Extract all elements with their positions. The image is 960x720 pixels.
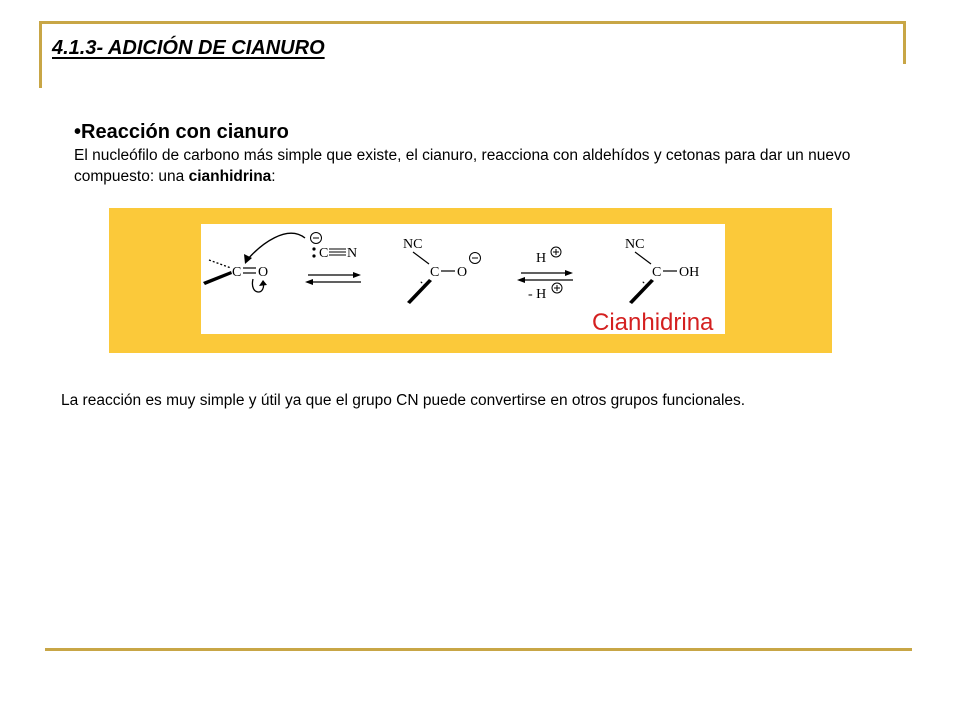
reaction-scheme	[201, 224, 725, 334]
product-hydroxyl: OH	[679, 265, 700, 280]
page-title: 4.1.3- ADICIÓN DE CIANURO	[52, 37, 325, 59]
product-label: Cianhidrina	[592, 309, 714, 334]
reaction-scheme-svg	[201, 224, 725, 334]
equilibrium-arrows-1	[305, 272, 361, 285]
bullet-heading: •Reacción con cianuro	[74, 121, 289, 143]
alkoxide-intermediate	[403, 237, 481, 304]
intro-text: El nucleófilo de carbono más simple que existe, el cianuro, reacciona con aldehídos y cetonas para dar un nuevo compuesto: una	[74, 147, 851, 185]
intro-bold-term: cianhidrina	[188, 168, 272, 185]
reactant-carbon: C	[232, 265, 242, 280]
cyanide-ion	[311, 233, 358, 262]
intermediate-carbon: C	[430, 265, 440, 280]
proton-remove-label: - H	[528, 287, 547, 302]
attack-arrow	[247, 233, 305, 260]
left-rule	[39, 21, 42, 88]
cyanide-nitrogen: N	[347, 246, 358, 261]
proton-add-label: H	[536, 251, 547, 266]
reactant-carbonyl	[203, 260, 268, 292]
cyanide-carbon: C	[319, 246, 329, 261]
reaction-panel	[109, 208, 832, 353]
right-rule	[903, 21, 906, 64]
content-section	[74, 119, 874, 187]
intermediate-oxygen: O	[457, 265, 468, 280]
cyanohydrin-product	[625, 237, 699, 304]
intro-paragraph	[74, 145, 874, 187]
bottom-rule	[45, 648, 912, 651]
footer-text: La reacción es muy simple y útil ya que el grupo CN puede convertirse en otros grupos funcionales.	[61, 392, 746, 409]
reactant-oxygen: O	[258, 265, 269, 280]
intro-colon: :	[271, 168, 276, 185]
product-carbon: C	[652, 265, 662, 280]
product-nc: NC	[625, 237, 645, 252]
intermediate-nc: NC	[403, 237, 423, 252]
protonation-step	[517, 247, 573, 302]
top-rule	[40, 21, 905, 24]
